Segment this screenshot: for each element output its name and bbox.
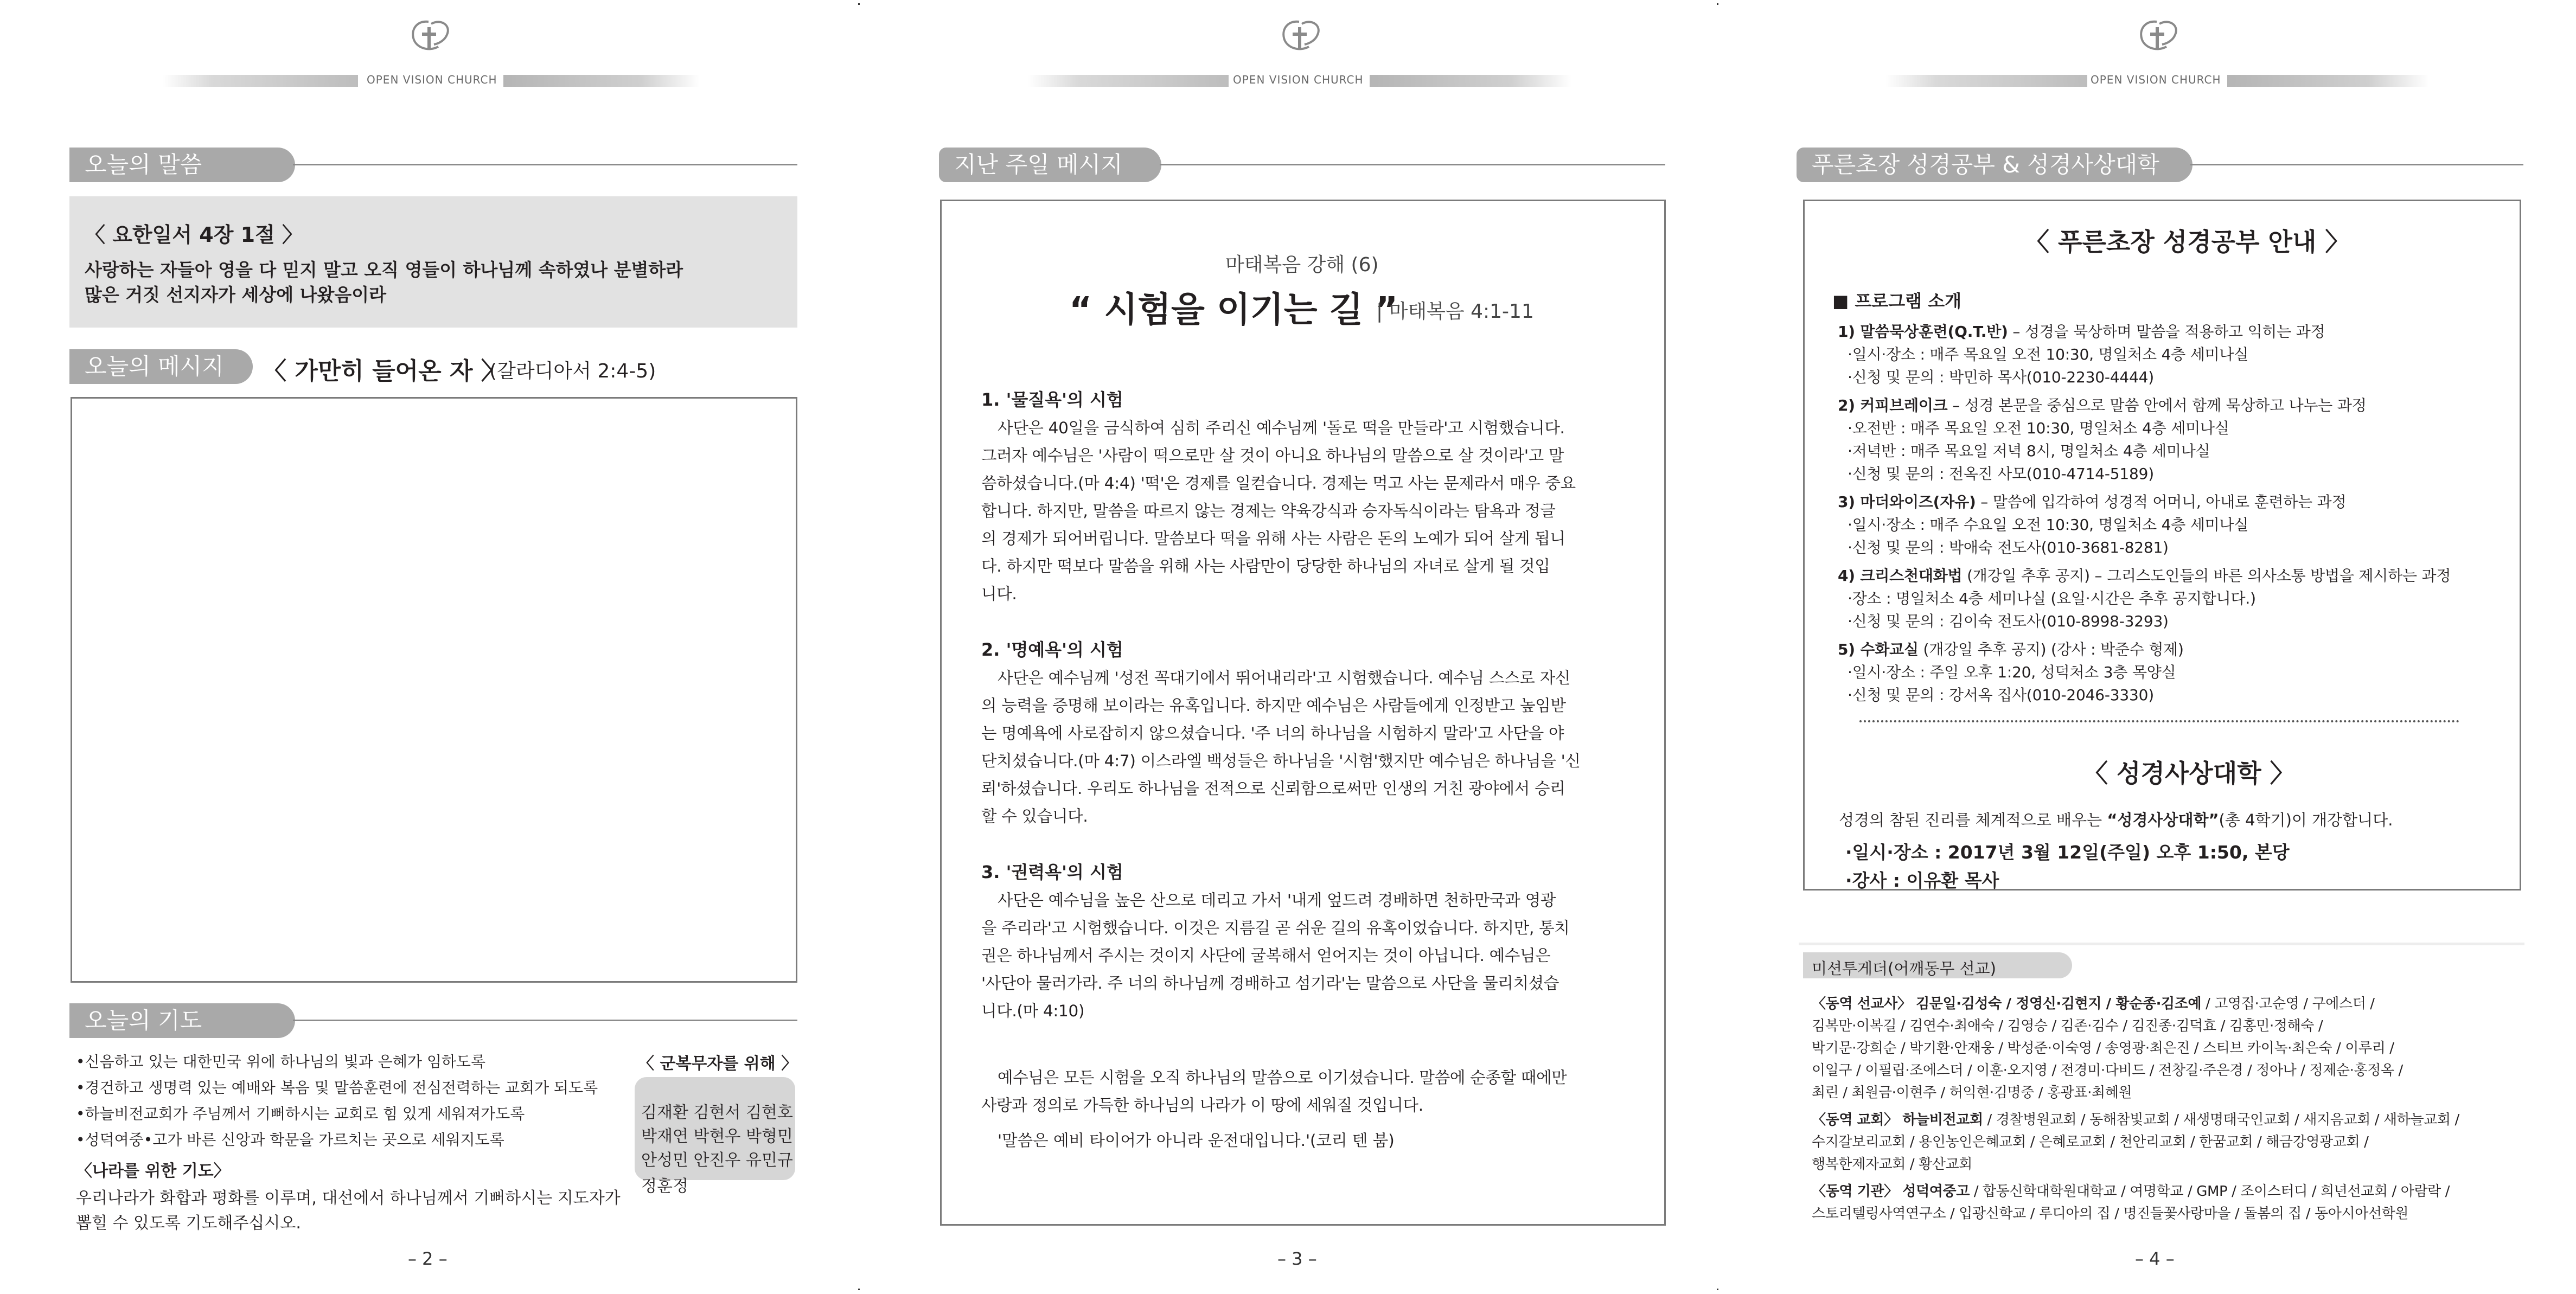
scripture-reference: 〈 요한일서 4장 1절 〉 <box>85 223 303 247</box>
section-title-last-sunday-message: 지난 주일 메시지 <box>939 148 1161 182</box>
program-detail: ·저녁반 : 매주 목요일 저녁 8시, 명일처소 4층 세미나실 <box>1848 442 2210 460</box>
header-bar-left <box>163 75 358 87</box>
program-desc: – 성경을 묵상하며 말씀을 적용하고 익히는 과정 <box>2008 323 2325 341</box>
body-line: 의 능력을 증명해 보이라는 유혹입니다. 하지만 예수님은 사람들에게 인정받고 높임받 <box>981 696 1566 715</box>
mission-title-pill <box>1803 952 2072 978</box>
guide-title: 〈 푸른초장 성경공부 안내 〉 <box>2024 227 2350 257</box>
program-detail: ·신청 및 문의 : 박민하 목사(010-2230-4444) <box>1848 368 2154 386</box>
mission-category: 〈동역 교회〉 하늘비전교회 <box>1812 1112 1983 1128</box>
mission-names: / 합동신학대학원대학교 / 여명학교 / GMP / 조이스터디 / 희년선교회 / 아람락 / <box>1969 1183 2450 1200</box>
message-notes-box <box>71 397 797 983</box>
header-bar-left <box>1885 75 2087 87</box>
mission-line <box>1812 1109 2459 1129</box>
page-number: – 2 – <box>408 1248 448 1269</box>
page-3 <box>859 0 1717 1294</box>
mission-names: / 경찰병원교회 / 동해참빛교회 / 새생명태국인교회 / 새지음교회 / 새하늘교회 / <box>1983 1112 2459 1128</box>
mission-names: 김복만·이복길 / 김연수·최애숙 / 김영승 / 김존·김수 / 김진종·김덕효 / 김홍민·정해숙 / <box>1812 1018 2323 1034</box>
program-name: 3) 마더와이즈(자유) <box>1838 493 1976 511</box>
body-line: 을 주리라'고 시험했습니다. 이것은 지름길 곧 쉬운 길의 유혹이었습니다. 하지만, 통치 <box>981 919 1570 937</box>
body-line: 할 수 있습니다. <box>981 807 1088 825</box>
church-name: OPEN VISION CHURCH <box>1233 73 1364 86</box>
program-name: 1) 말씀묵상훈련(Q.T.반) <box>1838 323 2008 341</box>
mission-line <box>1812 1202 2408 1222</box>
section-title-bible-study: 푸른초장 성경공부 & 성경사상대학 <box>1797 148 2193 182</box>
mission-line <box>1812 1037 2394 1057</box>
mission-category: 〈동역 기관〉 성덕여중고 <box>1812 1183 1970 1200</box>
mission-names: 박기문·강희순 / 박기환·안재웅 / 박성준·이숙영 / 송영광·최은진 / 스티브 카이녹·최은숙 / 이루리 / <box>1812 1040 2394 1056</box>
soldier-names: 김재환 김현서 김현호 <box>641 1103 793 1122</box>
university-intro <box>1839 808 2393 830</box>
body-line: 니다. <box>981 585 1017 603</box>
body-line: 그러자 예수님은 '사람이 떡으로만 살 것이 아니요 하나님의 말씀으로 살 것이라'고 말 <box>981 446 1564 465</box>
mission-line <box>1812 1131 2368 1151</box>
body-line: 니다.(마 4:10) <box>981 1002 1085 1020</box>
program-item <box>1838 490 2346 512</box>
program-detail: ·신청 및 문의 : 김이숙 전도사(010-8998-3293) <box>1848 612 2169 630</box>
prayer-item: •경건하고 생명력 있는 예배와 복음 및 말씀훈련에 전심전력하는 교회가 되도록 <box>76 1079 598 1097</box>
soldiers-title: 〈 군복무자를 위해 〉 <box>638 1054 798 1073</box>
mission-names: 수지갈보리교회 / 용인농인은혜교회 / 은혜로교회 / 천안리교회 / 한꿈교회 / 해금강영광교회 / <box>1812 1134 2369 1150</box>
church-logo-icon <box>1277 16 1326 55</box>
header-bar-left <box>1028 75 1229 87</box>
section-heading: 2. '명예욕'의 시험 <box>981 639 1123 660</box>
university-datetime: ·일시·장소 : 2017년 3월 12일(주일) 오후 1:50, 본당 <box>1845 842 2290 863</box>
body-line: '사단아 물러가라. 주 너의 하나님께 경배하고 섬기라'는 말씀으로 사단을 물리치셨습 <box>981 974 1559 992</box>
section-heading: 1. '물질욕'의 시험 <box>981 389 1123 410</box>
mission-line <box>1812 1059 2403 1079</box>
scripture-line: 사랑하는 자들아 영을 다 믿지 말고 오직 영들이 하나님께 속하였나 분별하라 <box>85 259 683 280</box>
body-line: 는 명예욕에 사로잡히지 않으셨습니다. '주 너의 하나님을 시험하지 말라'고 사단을 야 <box>981 724 1564 742</box>
soldier-names: 안성민 안진우 유민규 <box>641 1151 793 1170</box>
scripture-line: 많은 거짓 선지자가 세상에 나왔음이라 <box>85 284 387 305</box>
prayer-item: •신음하고 있는 대한민국 위에 하나님의 빛과 은혜가 임하도록 <box>76 1053 486 1071</box>
body-line: 뢰'하셨습니다. 우리도 하나님을 전적으로 신뢰함으로써만 인생의 거친 광야에서 승리 <box>981 779 1565 798</box>
nation-prayer-line: 뽑힐 수 있도록 기도해주십시오. <box>76 1214 301 1233</box>
sermon-title: 〈 가만히 들어온 자 〉 <box>263 357 505 385</box>
body-line: 단치셨습니다.(마 4:7) 이스라엘 백성들은 하나님을 '시험'했지만 예수님은 하나님을 '신 <box>981 752 1581 770</box>
sermon-reference: (갈라디아서 2:4-5) <box>489 360 656 382</box>
prayer-item: •성덕여중•고가 바른 신앙과 학문을 가르치는 곳으로 세워지도록 <box>76 1131 504 1149</box>
nation-prayer-line: 우리나라가 화합과 평화를 이루며, 대선에서 하나님께서 기뻐하시는 지도자가 <box>76 1189 621 1208</box>
mission-names: 최린 / 최원금·이현주 / 허익현·김명중 / 홍광표·최혜원 <box>1812 1085 2132 1101</box>
program-item <box>1838 564 2451 586</box>
sermon-title: “ 시험을 이기는 길 ” <box>1069 290 1398 330</box>
mission-names: / 고영집·고순영 / 구에스더 / <box>2201 996 2375 1012</box>
program-item <box>1838 320 2325 342</box>
divider <box>293 1020 797 1021</box>
university-name: “성경사상대학” <box>2107 811 2219 829</box>
program-detail: ·일시·장소 : 매주 수요일 오전 10:30, 명일처소 4층 세미나실 <box>1848 516 2249 534</box>
body-line: 씀하셨습니다.(마 4:4) '떡'은 경제를 일컫습니다. 경제는 먹고 사는 문제라서 매우 중요 <box>981 474 1576 492</box>
mission-line <box>1812 1153 1972 1173</box>
body-line: 사단은 예수님께 '성전 꼭대기에서 뛰어내리라'고 시험했습니다. 예수님 스스로 자신 <box>998 669 1571 687</box>
university-lecturer: ·강사 : 이유환 목사 <box>1845 870 1999 891</box>
header-bar-right <box>503 75 700 87</box>
program-detail: ·장소 : 명일처소 4층 세미나실 (요일·시간은 추후 공지합니다.) <box>1848 590 2256 607</box>
body-line: 권은 하나님께서 주시는 것이지 사단에 굴복해서 얻어지는 것이 아닙니다. 예수님은 <box>981 946 1551 965</box>
mission-category: 〈동역 선교사〉 김문일·김성숙 / 정영신·김현지 / 황순종·김조예 <box>1812 996 2202 1012</box>
section-title-todays-message: 오늘의 메시지 <box>69 349 253 384</box>
dotted-divider <box>1859 720 2459 722</box>
body-line: 사단은 예수님을 높은 산으로 데리고 가서 '내게 엎드려 경배하면 천하만국과 영광 <box>998 891 1556 909</box>
page-header <box>0 16 859 86</box>
section-title-todays-word: 오늘의 말씀 <box>69 148 295 182</box>
sermon-reference: | 마태복음 4:1-11 <box>1376 300 1534 323</box>
program-detail: ·일시·장소 : 매주 목요일 오전 10:30, 명일처소 4층 세미나실 <box>1848 345 2249 363</box>
program-detail: ·오전반 : 매주 목요일 오전 10:30, 명일처소 4층 세미나실 <box>1848 419 2229 437</box>
prayer-item: •하늘비전교회가 주님께서 기뻐하시는 교회로 힘 있게 세워져가도록 <box>76 1105 525 1123</box>
program-name: 4) 크리스천대화법 <box>1838 567 1963 585</box>
section-heading: 3. '권력욕'의 시험 <box>981 862 1123 882</box>
university-title: 〈 성경사상대학 〉 <box>2083 759 2295 788</box>
body-line: 의 경제가 되어버립니다. 말씀보다 떡을 위해 사는 사람은 돈의 노예가 되어 살게 됩니 <box>981 529 1565 548</box>
page-4 <box>1717 0 2576 1294</box>
mission-line <box>1812 1015 2323 1035</box>
church-logo-icon <box>407 16 456 55</box>
mission-names: 스토리텔링사역연구소 / 입광신학교 / 루디아의 집 / 명진들꽃사랑마을 / 돌봄의 집 / 동아시아선학원 <box>1812 1206 2409 1222</box>
closing-line: 예수님은 모든 시험을 오직 하나님의 말씀으로 이기셨습니다. 말씀에 순종할 때에만 <box>998 1068 1567 1087</box>
soldier-names: 정훈정 <box>641 1177 688 1196</box>
church-name: OPEN VISION CHURCH <box>2091 73 2221 86</box>
nation-prayer-title: 〈나라를 위한 기도〉 <box>76 1162 230 1181</box>
page-2 <box>0 0 859 1294</box>
body-line: 합니다. 하지만, 말씀을 따르지 않는 경제는 약육강식과 승자독식이라는 탐욕과 정글 <box>981 502 1556 520</box>
program-item <box>1838 638 2184 659</box>
divider <box>293 164 797 165</box>
program-detail: ·신청 및 문의 : 강서옥 집사(010-2046-3330) <box>1848 686 2154 704</box>
divider <box>1160 164 1665 165</box>
body-line: 다. 하지만 떡보다 말씀을 위해 사는 사람만이 당당한 하나님의 자녀로 살게 될 것입 <box>981 557 1550 575</box>
program-item <box>1838 394 2367 415</box>
mission-band <box>1799 943 2524 945</box>
header-bar-right <box>2227 75 2429 87</box>
program-name: 5) 수화교실 <box>1838 640 1919 658</box>
soldiers-box <box>635 1077 795 1180</box>
program-desc: (개강일 추후 공지) (강사 : 박준수 형제) <box>1918 640 2184 658</box>
university-intro-text: 성경의 참된 진리를 체계적으로 배우는 <box>1839 811 2107 829</box>
closing-line: 사랑과 정의로 가득한 하나님의 나라가 이 땅에 세워질 것입니다. <box>981 1096 1423 1114</box>
divider <box>2190 164 2523 165</box>
page-header <box>859 16 1717 86</box>
program-detail: ·신청 및 문의 : 전옥진 사모(010-4714-5189) <box>1848 465 2154 483</box>
university-intro-text: (총 4학기)이 개강합니다. <box>2219 811 2393 829</box>
mission-names: 행복한제자교회 / 황산교회 <box>1812 1156 1972 1173</box>
page-number: – 3 – <box>1277 1248 1317 1269</box>
header-bar-right <box>1370 75 1571 87</box>
program-detail: ·신청 및 문의 : 박애숙 전도사(010-3681-8281) <box>1848 539 2169 556</box>
closing-quote: '말씀은 예비 타이어가 아니라 운전대입니다.'(코리 텐 붐) <box>998 1131 1395 1150</box>
section-title-todays-prayer: 오늘의 기도 <box>69 1003 295 1038</box>
page-number: – 4 – <box>2135 1248 2175 1269</box>
program-heading: ■ 프로그램 소개 <box>1832 291 1961 311</box>
mission-line <box>1812 992 2375 1013</box>
church-logo-icon <box>2135 16 2184 55</box>
mission-names: 이일구 / 이필립·조에스더 / 이훈·오지영 / 전경미·다비드 / 전창길·주은경 / 정아나 / 정제순·홍정옥 / <box>1812 1062 2403 1079</box>
program-name: 2) 커피브레이크 <box>1838 396 1948 414</box>
mission-line <box>1812 1081 2132 1101</box>
program-desc: – 성경 본문을 중심으로 말씀 안에서 함께 묵상하고 나누는 과정 <box>1947 396 2367 414</box>
page-header <box>1717 16 2576 86</box>
program-detail: ·일시·장소 : 주일 오후 1:20, 성덕처소 3층 목양실 <box>1848 663 2176 681</box>
church-name: OPEN VISION CHURCH <box>367 73 497 86</box>
program-desc: (개강일 추후 공지) – 그리스도인들의 바른 의사소통 방법을 제시하는 과정 <box>1962 567 2451 585</box>
mission-line <box>1812 1180 2450 1200</box>
body-line: 사단은 40일을 금식하여 심히 주리신 예수님께 '돌로 떡을 만들라'고 시험했습니다. <box>998 419 1565 437</box>
soldier-names: 박재연 박현우 박형민 <box>641 1127 793 1146</box>
mission-title: 미션투게더(어깨동무 선교) <box>1812 959 1997 978</box>
sermon-series: 마태복음 강해 (6) <box>1225 254 1379 276</box>
program-desc: – 말씀에 입각하여 성경적 어머니, 아내로 훈련하는 과정 <box>1976 493 2347 511</box>
scripture-box <box>69 196 797 328</box>
